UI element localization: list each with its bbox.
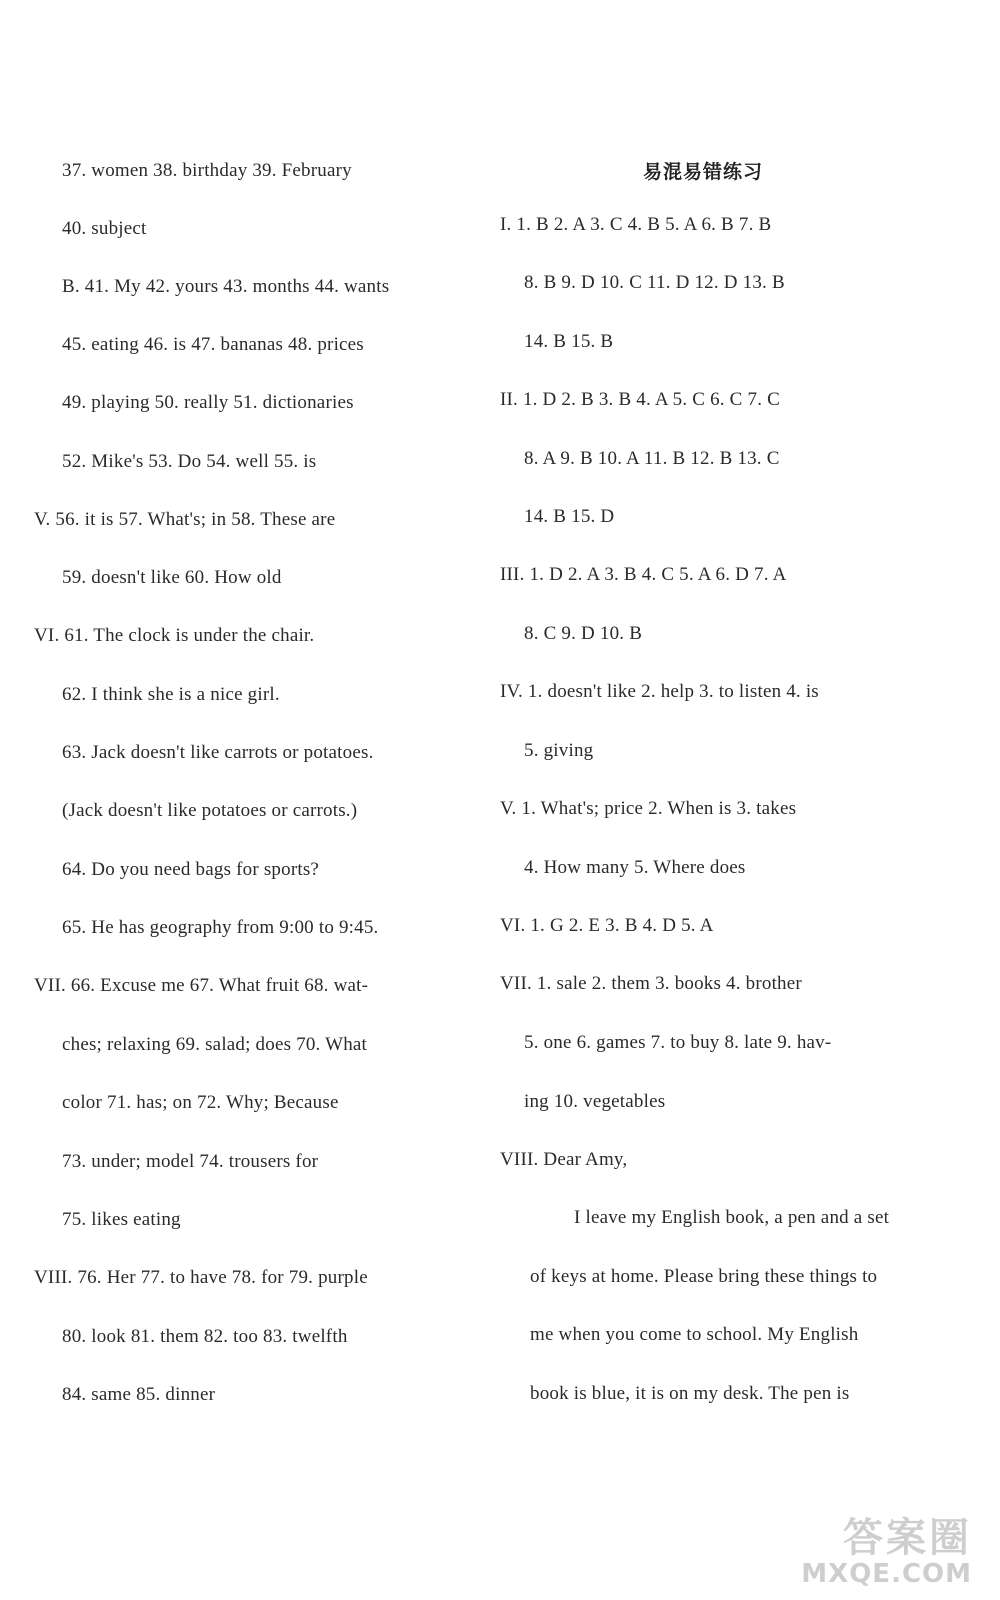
left-line-9: VI. 61. The clock is under the chair. <box>34 625 315 646</box>
left-line-6: 52. Mike's 53. Do 54. well 55. is <box>62 451 317 472</box>
left-line-3: B. 41. My 42. yours 43. months 44. wants <box>62 276 390 297</box>
left-line-20: VIII. 76. Her 77. to have 78. for 79. purple <box>34 1267 368 1288</box>
watermark-domain: MXQE.COM <box>801 1559 972 1589</box>
left-line-18: 73. under; model 74. trousers for <box>62 1151 319 1172</box>
left-line-21: 80. look 81. them 82. too 83. twelfth <box>62 1326 348 1347</box>
right-line-10: 5. giving <box>524 740 594 761</box>
left-line-8: 59. doesn't like 60. How old <box>62 567 282 588</box>
left-line-12: (Jack doesn't like potatoes or carrots.) <box>62 800 358 821</box>
left-line-17: color 71. has; on 72. Why; Because <box>62 1092 339 1113</box>
right-line-3: 14. B 15. B <box>524 331 614 352</box>
right-line-12: 4. How many 5. Where does <box>524 857 746 878</box>
right-line-17: VIII. Dear Amy, <box>500 1149 628 1170</box>
watermark-text: 答案圈 <box>843 1515 972 1561</box>
right-line-7: III. 1. D 2. A 3. B 4. C 5. A 6. D 7. A <box>500 564 787 585</box>
right-line-16: ing 10. vegetables <box>524 1091 666 1112</box>
section-title: 易混易错练习 <box>643 161 764 183</box>
left-line-1: 37. women 38. birthday 39. February <box>62 160 352 181</box>
right-line-2: 8. B 9. D 10. C 11. D 12. D 13. B <box>524 272 785 293</box>
left-line-19: 75. likes eating <box>62 1209 181 1230</box>
right-line-4: II. 1. D 2. B 3. B 4. A 5. C 6. C 7. C <box>500 389 780 410</box>
left-line-7: V. 56. it is 57. What's; in 58. These are <box>34 509 336 530</box>
right-line-18: I leave my English book, a pen and a set <box>574 1207 890 1228</box>
right-line-19: of keys at home. Please bring these things to <box>530 1266 878 1287</box>
left-line-10: 62. I think she is a nice girl. <box>62 684 280 705</box>
right-line-21: book is blue, it is on my desk. The pen is <box>530 1383 850 1404</box>
left-line-5: 49. playing 50. really 51. dictionaries <box>62 392 354 413</box>
left-line-11: 63. Jack doesn't like carrots or potatoes. <box>62 742 374 763</box>
right-line-13: VI. 1. G 2. E 3. B 4. D 5. A <box>500 915 714 936</box>
left-line-4: 45. eating 46. is 47. bananas 48. prices <box>62 334 364 355</box>
watermark <box>801 1516 972 1588</box>
right-line-15: 5. one 6. games 7. to buy 8. late 9. hav- <box>524 1032 832 1053</box>
right-line-20: me when you come to school. My English <box>530 1324 859 1345</box>
right-line-8: 8. C 9. D 10. B <box>524 623 643 644</box>
left-line-14: 65. He has geography from 9:00 to 9:45. <box>62 917 379 938</box>
right-line-9: IV. 1. doesn't like 2. help 3. to listen 4. is <box>500 681 819 702</box>
left-line-15: VII. 66. Excuse me 67. What fruit 68. wat- <box>34 975 369 996</box>
left-line-16: ches; relaxing 69. salad; does 70. What <box>62 1034 368 1055</box>
left-line-13: 64. Do you need bags for sports? <box>62 859 320 880</box>
right-line-14: VII. 1. sale 2. them 3. books 4. brother <box>500 973 802 994</box>
right-line-11: V. 1. What's; price 2. When is 3. takes <box>500 798 797 819</box>
right-line-5: 8. A 9. B 10. A 11. B 12. B 13. C <box>524 448 780 469</box>
right-line-1: I. 1. B 2. A 3. C 4. B 5. A 6. B 7. B <box>500 214 772 235</box>
right-line-6: 14. B 15. D <box>524 506 615 527</box>
left-line-22: 84. same 85. dinner <box>62 1384 216 1405</box>
left-line-2: 40. subject <box>62 218 147 239</box>
